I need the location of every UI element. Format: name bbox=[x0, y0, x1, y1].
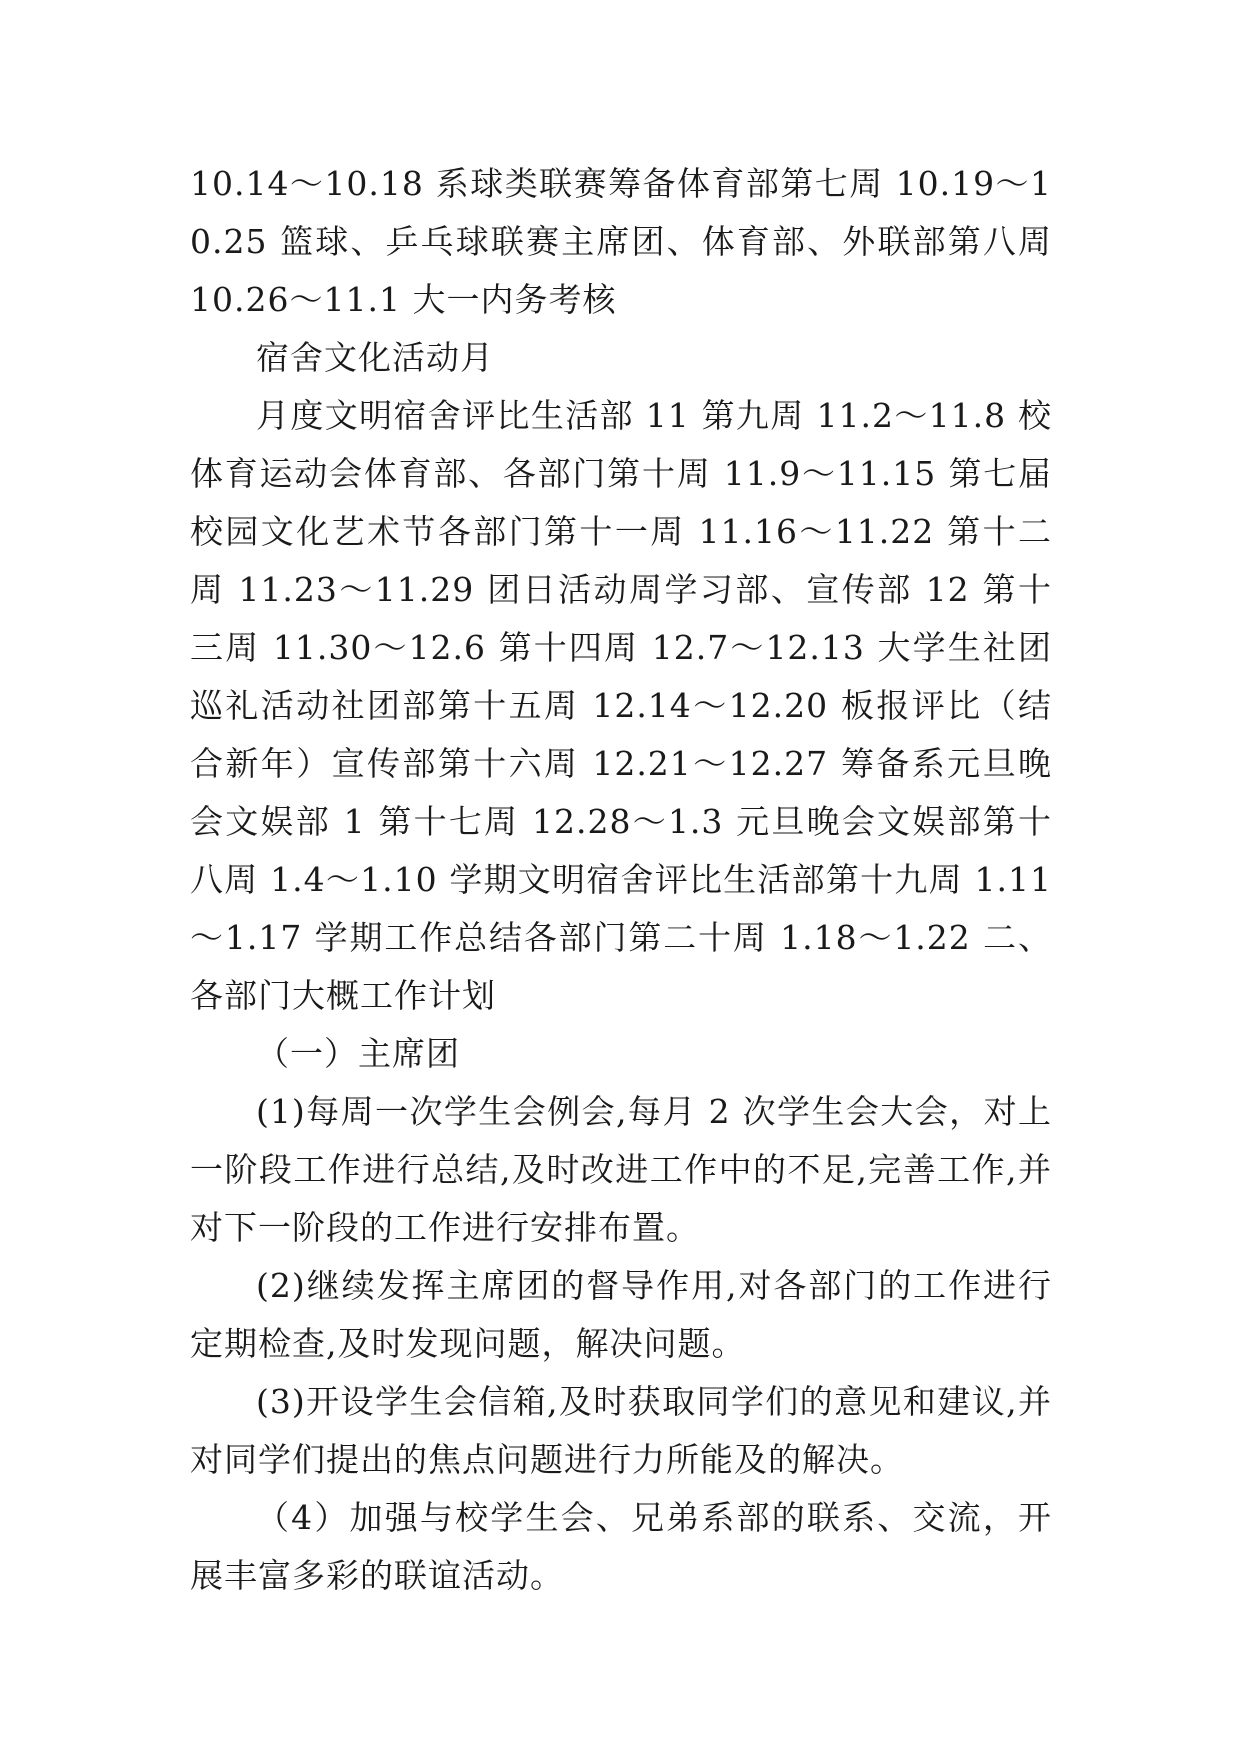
plan-item-4: （4）加强与校学生会、兄弟系部的联系、交流，开展丰富多彩的联谊活动。 bbox=[190, 1498, 1052, 1595]
document-page bbox=[190, 155, 1052, 1605]
section-heading-dorm-culture: 宿舍文化活动月 bbox=[256, 338, 494, 377]
schedule-paragraph: 10.14～10.18 系球类联赛筹备体育部第七周 10.19～10.25 篮球、乒乓球联赛主席团、体育部、外联部第八周 10.26～11.1 大一内务考核 bbox=[190, 164, 1052, 319]
schedule-paragraph-continued: 月度文明宿舍评比生活部 11 第九周 11.2～11.8 校体育运动会体育部、各部门第十周 11.9～11.15 第七届校园文化艺术节各部门第十一周 11.16～11.22 第十二周 11.23～11.29 团日活动周学习部、宣传部 12 第十三周 11.30～12.6 第十四周 12.7～12.13 大学生社团巡礼活动社团部第十五周 12.14～12.20 板报评比（结合新年）宣传部第十六周 12.21～12.27 筹备系元旦晚会文娱部 1 第十七周 12.28～1.3 元旦晚会文娱部第十八周 1.4～1.10 学期文明宿舍评比生活部第十九周 1.11～1.17 学期工作总结各部门第二十周 1.18～1.22 二、各部门大概工作计划 bbox=[190, 396, 1052, 1015]
plan-item-3: (3)开设学生会信箱,及时获取同学们的意见和建议,并对同学们提出的焦点问题进行力所能及的解决。 bbox=[190, 1382, 1052, 1479]
plan-item-1: (1)每周一次学生会例会,每月 2 次学生会大会，对上一阶段工作进行总结,及时改进工作中的不足,完善工作,并对下一阶段的工作进行安排布置。 bbox=[190, 1092, 1052, 1247]
plan-item-2: (2)继续发挥主席团的督导作用,对各部门的工作进行定期检查,及时发现问题，解决问题。 bbox=[190, 1266, 1052, 1363]
section-heading-presidium: （一）主席团 bbox=[256, 1034, 460, 1073]
